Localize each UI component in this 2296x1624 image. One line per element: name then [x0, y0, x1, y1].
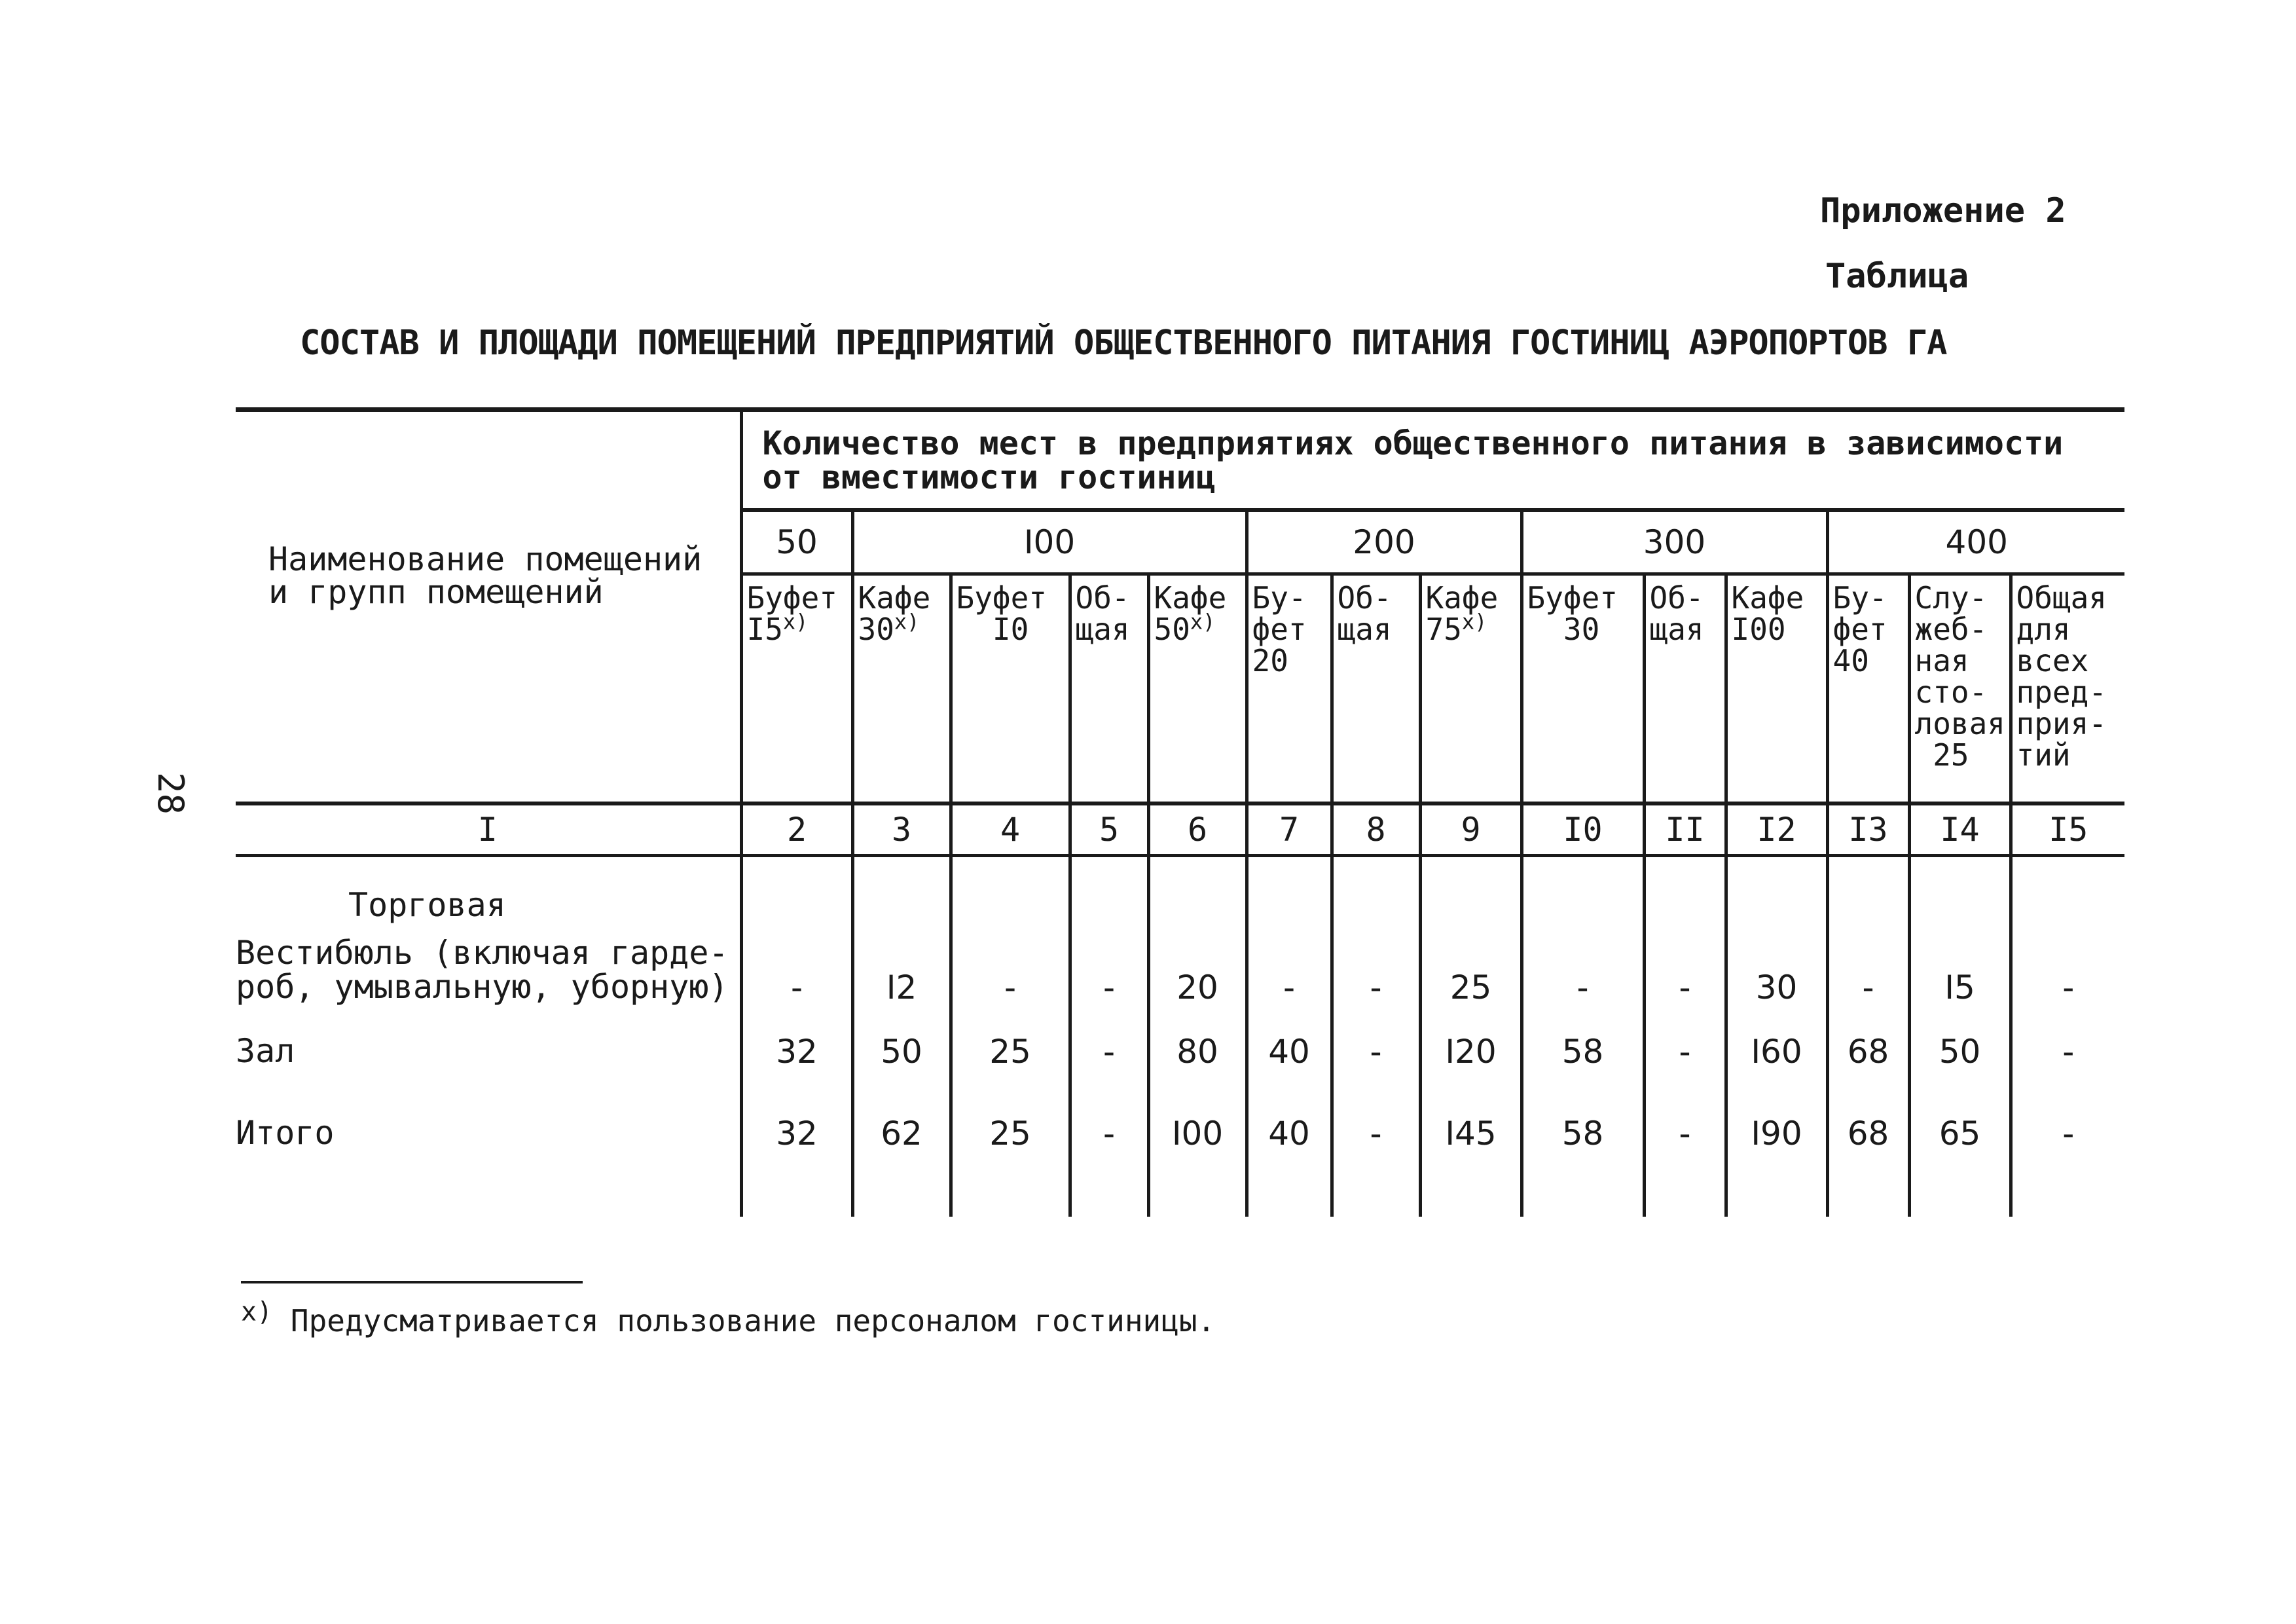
cell: 58: [1522, 1075, 1644, 1156]
col-number: 7: [1247, 803, 1332, 856]
col-number: II: [1644, 803, 1726, 856]
cell: -: [741, 928, 852, 1010]
row-header: Наименование помещений и групп помещений: [268, 540, 702, 611]
cell: 32: [741, 1010, 852, 1075]
cell: 50: [1909, 1010, 2011, 1075]
cell: -: [1247, 928, 1332, 1010]
appendix-label: Приложение 2: [1820, 191, 2066, 231]
cell: -: [1070, 1075, 1148, 1156]
table-row: [236, 1010, 2124, 1075]
cell: 30: [1726, 928, 1827, 1010]
cell: 80: [1148, 1010, 1247, 1075]
col-header-buffet-20: Бу- фет 20: [1247, 574, 1332, 803]
cell: I60: [1726, 1010, 1827, 1075]
cell: 40: [1247, 1075, 1332, 1156]
col-number: I: [236, 803, 741, 856]
cell: 32: [741, 1075, 852, 1156]
cell: 58: [1522, 1010, 1644, 1075]
col-number: 4: [951, 803, 1070, 856]
section-label: Торговая: [348, 885, 506, 924]
col-header-general-all: Общая для всех пред- прия- тий: [2011, 574, 2124, 803]
cell: 25: [951, 1075, 1070, 1156]
col-number: I4: [1909, 803, 2011, 856]
cell: -: [1644, 928, 1726, 1010]
page-number: 28: [150, 771, 192, 815]
col-number: I0: [1522, 803, 1644, 856]
capacity-400: 400: [1827, 510, 2124, 574]
cell: 68: [1827, 1010, 1909, 1075]
capacity-50: 50: [741, 510, 852, 574]
row-name: Зал: [236, 1031, 295, 1070]
cell: -: [2011, 1010, 2124, 1075]
cell: -: [1644, 1075, 1726, 1156]
col-number: 6: [1148, 803, 1247, 856]
cell: I00: [1148, 1075, 1247, 1156]
col-number: 3: [852, 803, 951, 856]
col-number: 8: [1332, 803, 1420, 856]
group-header-cell: [741, 410, 2124, 510]
capacity-300: 300: [1522, 510, 1827, 574]
cell: I45: [1420, 1075, 1522, 1156]
cell: 65: [1909, 1075, 2011, 1156]
col-header-general-300: Об- щая: [1644, 574, 1726, 803]
capacity-200: 200: [1247, 510, 1522, 574]
cell: -: [2011, 1075, 2124, 1156]
document-title: СОСТАВ И ПЛОЩАДИ ПОМЕЩЕНИЙ ПРЕДПРИЯТИЙ ОБЩЕСТВЕННОГО ПИТАНИЯ ГОСТИНИЦ АЭРОПОРТОВ ГА: [300, 323, 1947, 363]
cell: 25: [1420, 928, 1522, 1010]
cell: -: [2011, 928, 2124, 1010]
col-header-buffet-40: Бу- фет 40: [1827, 574, 1909, 803]
col-header-buffet-30: Буфет 30: [1522, 574, 1644, 803]
table-row: [236, 1075, 2124, 1156]
table-label: Таблица: [1825, 257, 1969, 296]
col-header-cafe-75: Кафе $75^{х)}$: [1420, 574, 1522, 803]
cell: I2: [852, 928, 951, 1010]
col-header-cafe-30: Кафе $30^{х)}$: [852, 574, 951, 803]
cell: -: [951, 928, 1070, 1010]
footnote-divider: [241, 1281, 583, 1283]
cell: -: [1332, 1010, 1420, 1075]
cell: -: [1070, 928, 1148, 1010]
cell: I90: [1726, 1075, 1827, 1156]
col-header-cafe-50: Кафе $50^{х)}$: [1148, 574, 1247, 803]
cell: 62: [852, 1075, 951, 1156]
cell: I20: [1420, 1010, 1522, 1075]
cell: -: [1070, 1010, 1148, 1075]
col-number: 2: [741, 803, 852, 856]
cell: -: [1827, 928, 1909, 1010]
col-number: I2: [1726, 803, 1827, 856]
row-header-cell: [236, 410, 741, 803]
cell: 25: [951, 1010, 1070, 1075]
capacity-100: I00: [852, 510, 1247, 574]
footnote-text: Предусматривается пользование персоналом гостиницы.: [290, 1303, 1216, 1338]
footnote: [241, 1297, 1216, 1338]
col-header-general-100: Об- щая: [1070, 574, 1148, 803]
cell: -: [1332, 928, 1420, 1010]
data-table: [236, 407, 2124, 1217]
col-header-general-200: Об- щая: [1332, 574, 1420, 803]
col-header-buffet-15: Буфет $I5^{х)}$: [741, 574, 852, 803]
col-header-cafe-100: Кафе I00: [1726, 574, 1827, 803]
col-number: 5: [1070, 803, 1148, 856]
cell: -: [1522, 928, 1644, 1010]
col-header-buffet-10: Буфет I0: [951, 574, 1070, 803]
cell: I5: [1909, 928, 2011, 1010]
cell: 40: [1247, 1010, 1332, 1075]
cell: 68: [1827, 1075, 1909, 1156]
row-name: Итого: [236, 1113, 335, 1152]
row-name: Вестибюль (включая гарде-роб, умывальную, уборную): [236, 933, 729, 1006]
cell: -: [1644, 1010, 1726, 1075]
col-number: I5: [2011, 803, 2124, 856]
cell: -: [1332, 1075, 1420, 1156]
col-header-staff-canteen: Слу- жеб- ная сто- ловая 25: [1909, 574, 2011, 803]
footnote-mark: х): [241, 1297, 273, 1327]
col-number: I3: [1827, 803, 1909, 856]
group-header: Количество мест в предприятиях общественного питания в зависимости от вместимости гостиниц: [762, 424, 2064, 496]
cell: 50: [852, 1010, 951, 1075]
col-number: 9: [1420, 803, 1522, 856]
cell: 20: [1148, 928, 1247, 1010]
table-row: [236, 928, 2124, 1010]
